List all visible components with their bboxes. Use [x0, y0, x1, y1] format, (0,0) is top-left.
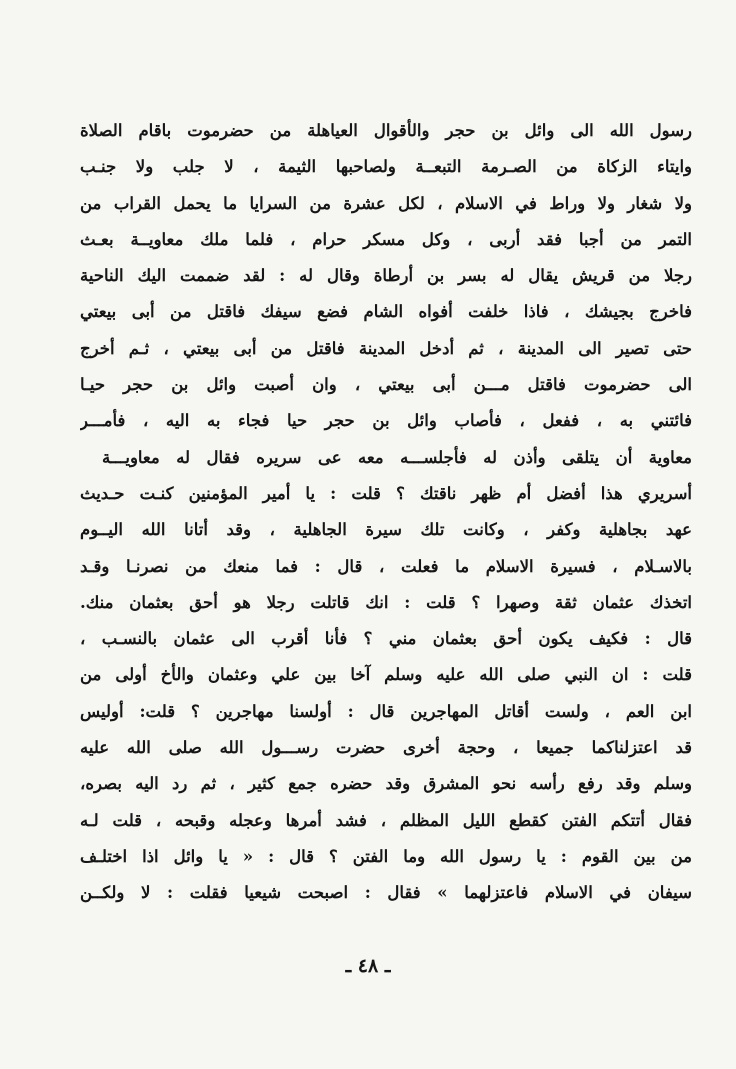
text-line: قد اعتزلناكما جميعا ، وحجة أخرى حضرت رســـول الله صلى الله عليه: [80, 738, 692, 758]
page-number: ـ ٤٨ ـ: [345, 955, 391, 977]
text-line: من بين القوم : يا رسول الله وما الفتن ؟ قال : « يا وائل اذا اختلـف: [80, 846, 692, 866]
text-line: فاخرج بجيشك ، فاذا خلفت أفواه الشام فضع سيفك فاقتل من أبى بيعتي: [80, 302, 692, 322]
text-line: أسريري هذا أفضل أم ظهر ناقتك ؟ قلت : يا أمير المؤمنين كنـت حـديث: [80, 483, 692, 503]
text-line: فائتني به ، ففعل ، فأصاب وائل بن حجر حيا فجاء به اليه ، فأمـــر: [80, 411, 692, 431]
text-line: قال : فكيف يكون أحق بعثمان مني ؟ فأنا أقرب الى عثمان بالنسـب ،: [80, 629, 692, 649]
text-line: معاوية أن يتلقى وأذن له فأجلســـه معه عى سريره فقال له معاويـــة: [102, 447, 692, 467]
text-line: سيفان في الاسلام فاعتزلهما » فقال : اصبحت شيعيا فقلت : لا ولكــن: [80, 883, 692, 903]
body-text: [80, 113, 692, 912]
text-line: ولا شغار ولا وراط في الاسلام ، لكل عشرة من السرايا ما يحمل القراب من: [80, 193, 692, 213]
text-line: ابن العم ، ولست أقاتل المهاجرين قال : أولسنا مهاجرين ؟ قلت: أوليس: [80, 701, 692, 721]
text-line: وسلم وقد رفع رأسه نحو المشرق وقد حضره جمع كثير ، ثم رد اليه بصره،: [80, 774, 692, 794]
text-line: رسول الله الى وائل بن حجر والأقوال العياهلة من حضرموت باقام الصلاة: [80, 121, 692, 140]
text-line: اتخذك عثمان ثقة وصهرا ؟ قلت : انك قاتلت رجلا هو أحق بعثمان منك.: [80, 592, 692, 612]
text-line: قلت : ان النبي صلى الله عليه وسلم آخا بين علي وعثمان والأخ أولى من: [80, 665, 692, 685]
text-line: فقال أتتكم الفتن كقطع الليل المظلم ، فشد أمرها وعجله وقبحه ، قلت لـه: [80, 810, 692, 830]
text-line: التمر من أجبا فقد أربى ، وكل مسكر حرام ، فلما ملك معاويــة بعـث: [80, 229, 692, 249]
text-line: رجلا من قريش يقال له بسر بن أرطاة وقال له : لقد ضممت اليك الناحية: [80, 266, 692, 286]
text-line: الى حضرموت فاقتل مـــن أبى بيعتي ، وان أصبت وائل بن حجر حيـا: [80, 375, 692, 395]
text-line: عهد بجاهلية وكفر ، وكانت تلك سيرة الجاهلية ، وقد أتانا الله اليــوم: [80, 520, 692, 540]
text-line: بالاسـلام ، فسيرة الاسلام ما فعلت ، قال : فما منعك من نصرنـا وقـد: [80, 556, 692, 576]
text-line: وايتاء الزكاة من الصـرمة التبعــة ولصاحبها الثيمة ، لا جلب ولا جنـب: [80, 157, 692, 177]
text-line: حتى تصير الى المدينة ، ثم أدخل المدينة فاقتل من أبى بيعتي ، ثـم أخرج: [80, 338, 692, 358]
